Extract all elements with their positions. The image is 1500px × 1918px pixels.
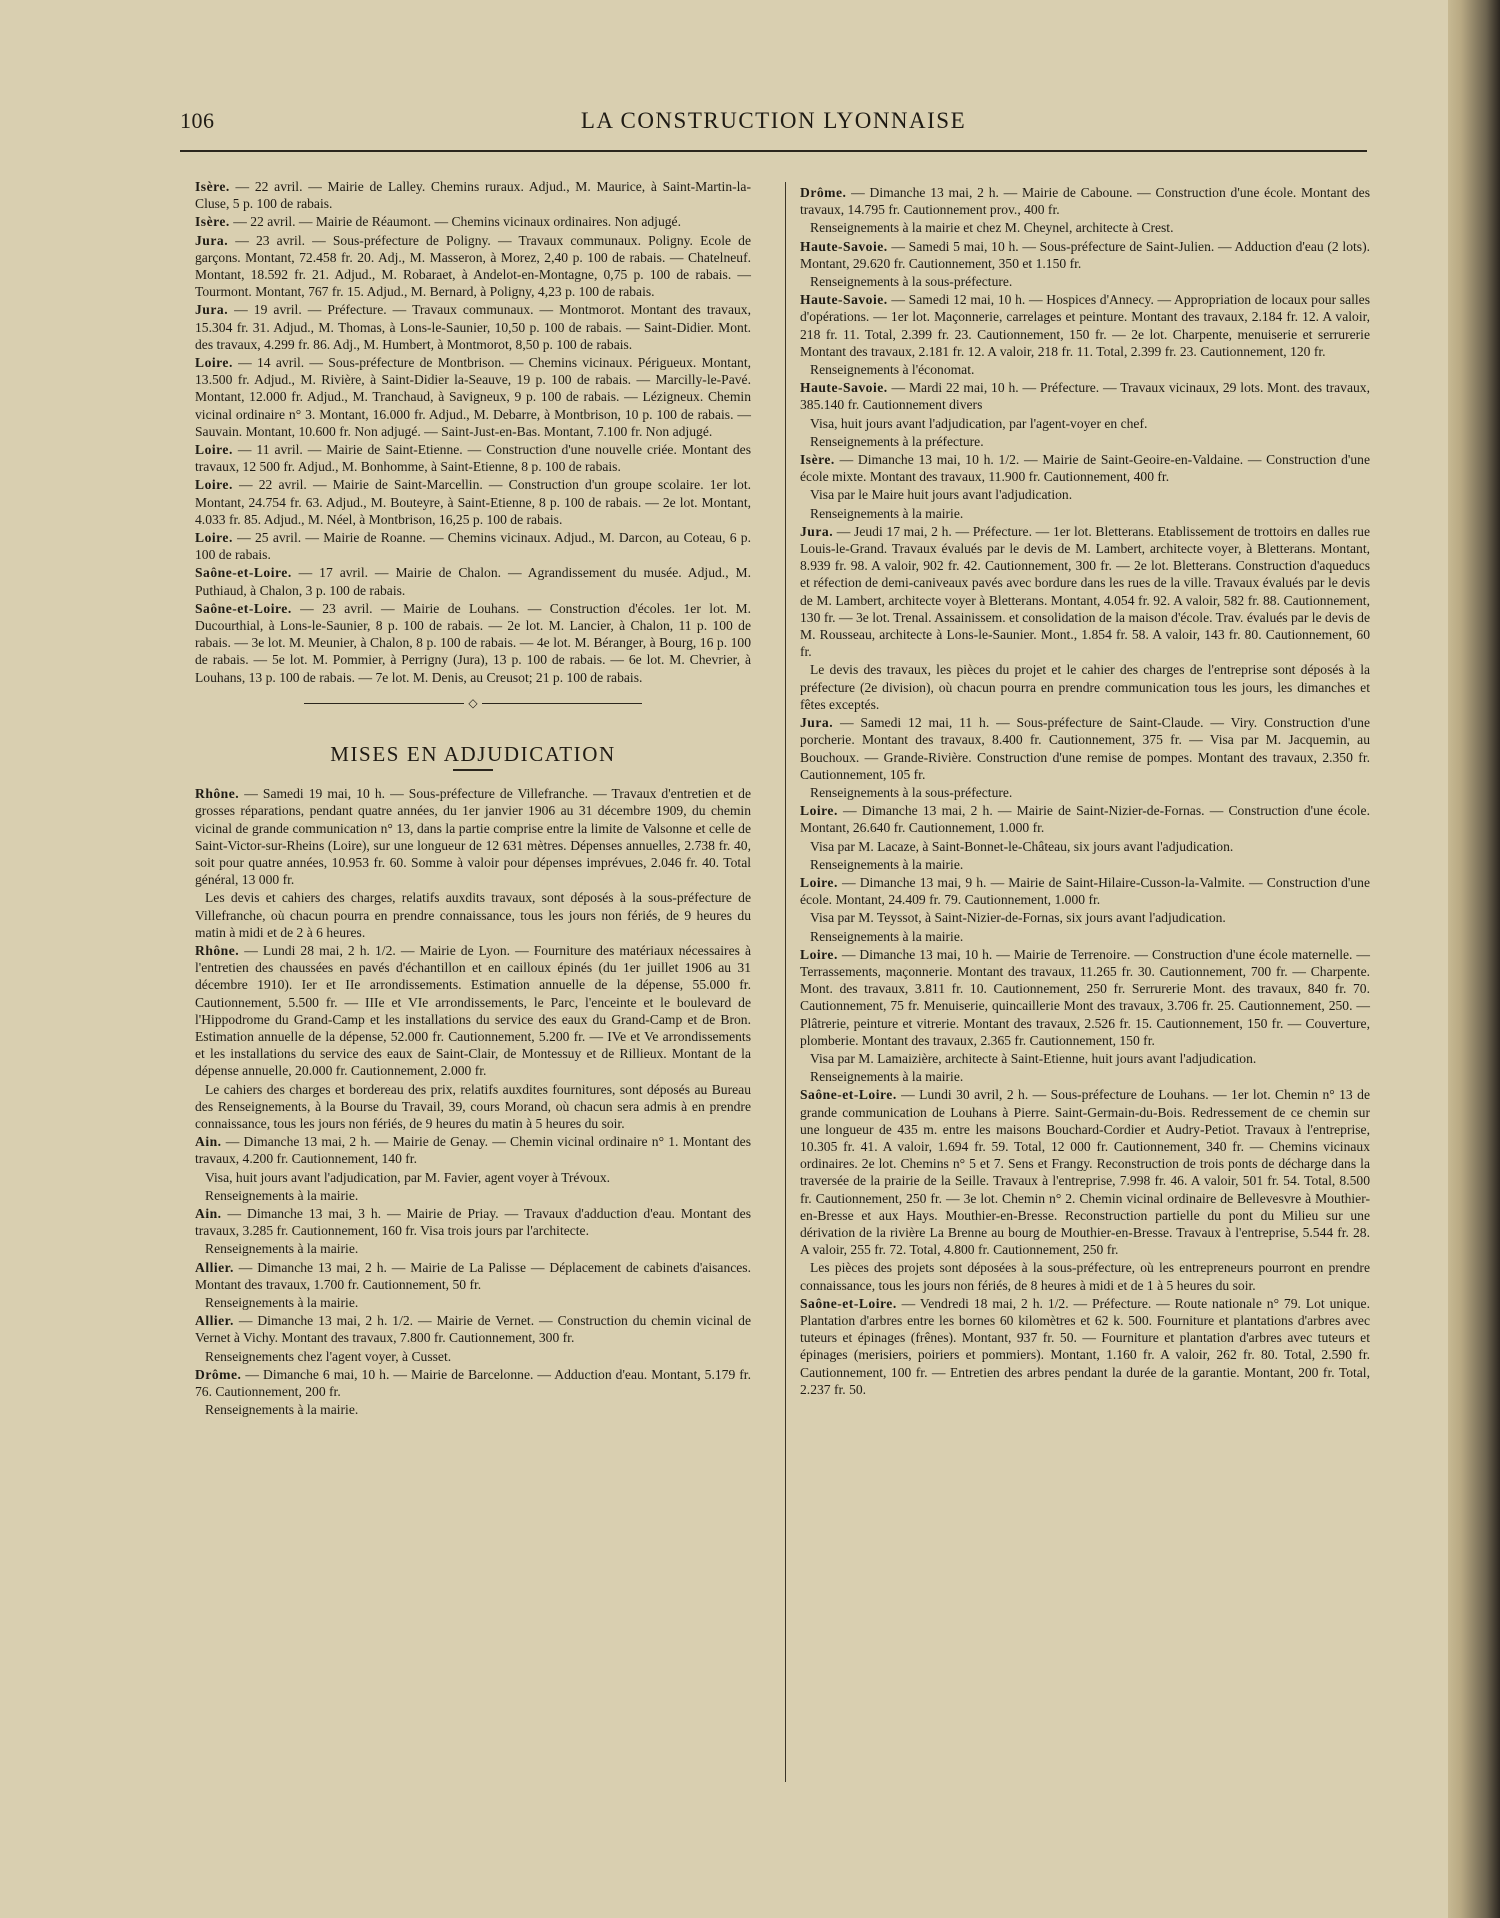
entry-department: Haute-Savoie. [800,292,888,308]
notice-entry [195,213,751,230]
entry-note: Renseignements chez l'agent voyer, à Cusset. [205,1348,452,1364]
entry-note: Visa par M. Lamaizière, architecte à Saint-Etienne, huit jours avant l'adjudication. [810,1050,1257,1066]
entry-note: Renseignements à la mairie. [205,1241,359,1257]
entry-department: Isère. [195,214,230,230]
entry-note: Renseignements à la mairie. [205,1402,359,1418]
entry-note: Renseignements à la mairie. [205,1187,359,1203]
notice-entry [800,523,1370,661]
diamond-ornament-icon: ◇ [468,696,478,711]
left-column [195,178,751,1419]
entry-department: Loire. [800,874,838,890]
notice-entry [800,874,1370,908]
entry-note: Renseignements à la sous-préfecture. [810,274,1013,290]
page-number: 106 [180,108,215,133]
entry-text: — 22 avril. — Mairie de Lalley. Chemins ruraux. Adjud., M. Maurice, à Saint-Martin-la-Cluse, 5 p. 100 de rabais. [195,179,751,212]
notice-entry [800,184,1370,218]
entry-text: — 14 avril. — Sous-préfecture de Montbrison. — Chemins vicinaux. Périgueux. Montant, 13.500 fr. Adjud., M. Rivière, à Saint-Didier la-Seauve, 19 p. 100 de rabais. — Marcilly-le-Pavé. Montant, 12.000 fr. Adjud., M. Tranchaud, à Savigneux, 9 p. 100 de rabais. — Lézigneux. Chemin vicinal ordinaire n° 3. Montant, 16.000 fr. Adjud., M. Debarre, à Montbrison, 10 p. 100 de rabais. — Sauvain. Montant, 10.600 fr. Non adjugé. — Saint-Just-en-Bas. Montant, 7.100 fr. Non adjugé. [195,355,751,439]
entry-text: — Dimanche 13 mai, 2 h. — Mairie de La Palisse — Déplacement de cabinets d'aisances. Montant des travaux, 1.700 fr. Cautionnement, 50 fr. [195,1259,751,1292]
entry-text: — Dimanche 6 mai, 10 h. — Mairie de Barcelonne. — Adduction d'eau. Montant, 5.179 fr. 76. Cautionnement, 200 fr. [195,1366,751,1399]
scan-page-edge [1444,0,1500,1918]
entry-note: Renseignements à la mairie. [205,1294,359,1310]
entry-note: Visa par M. Lacaze, à Saint-Bonnet-le-Château, six jours avant l'adjudication. [810,838,1234,854]
entry-department: Ain. [195,1205,222,1221]
notice-entry [800,714,1370,783]
notice-entry [195,1259,751,1293]
entry-text: — 19 avril. — Préfecture. — Travaux communaux. — Montmorot. Montant des travaux, 15.304 fr. 31. Adjud., M. Thomas, à Lons-le-Saunier, 10,50 p. 100 de rabais. — Saint-Didier. Mont. des travaux, 4.299 fr. 86. Adj., M. Humbert, à Montmorot, 8,50 p. 100 de rabais. [195,302,751,352]
entry-text: — Dimanche 13 mai, 3 h. — Mairie de Priay. — Travaux d'adduction d'eau. Montant des travaux, 3.285 fr. Cautionnement, 160 fr. Visa trois jours par l'architecte. [195,1205,751,1239]
notice-entry [195,529,751,563]
notice-entry [195,1205,751,1239]
entry-text: — Vendredi 18 mai, 2 h. 1/2. — Préfecture. — Route nationale n° 79. Lot unique. Plantation d'arbres entre les bornes 60 kilomètres et 62 k. 500. Fourniture et plantations d'arbres avec tuteurs et épinages (frênes). Montant, 937 fr. 50. — Fourniture et plantation d'arbres avec tuteurs et épinages (merisiers, poiriers et pommiers). Montant, 1.160 fr. A valoir, 262 fr. 80. Total, 2.590 fr. Cautionnement, 100 fr. — Entretien des arbres pendant la durée de la garantie. Montant, 200 fr. Total, 2.237 fr. 50. [800,1295,1370,1397]
entry-note: Renseignements à la mairie. [810,1069,964,1085]
entry-text: — 22 avril. — Mairie de Réaumont. — Chemins vicinaux ordinaires. Non adjugé. [229,214,681,230]
header-rule [180,150,1367,152]
entry-department: Loire. [195,355,233,371]
section-title-rule [453,769,493,771]
entry-department: Jura. [195,232,229,248]
entry-department: Haute-Savoie. [800,238,888,254]
entry-department: Saône-et-Loire. [800,1295,897,1311]
entry-text: — Dimanche 13 mai, 2 h. — Mairie de Genay. — Chemin vicinal ordinaire n° 1. Montant des travaux, 4.200 fr. Cautionnement, 140 fr. [195,1134,751,1167]
entry-text: — 11 avril. — Mairie de Saint-Etienne. — Construction d'une nouvelle criée. Montant des travaux, 12 500 fr. Adjud., M. Bonhomme, à Saint-Etienne, 8 p. 100 de rabais. [195,442,751,475]
entry-department: Isère. [800,452,835,468]
notice-entry [195,354,751,440]
notice-entry [800,238,1370,272]
entry-text: — Jeudi 17 mai, 2 h. — Préfecture. — 1er lot. Bletterans. Etablissement de trottoirs en dalles rue Louis-le-Grand. Travaux évalués par le devis de M. Lambert, architecte voyer, à Bletterans. Montant, 8.939 fr. 98. A valoir, 902 fr. 42. Cautionnement, 300 fr. — 2e lot. Bletterans. Construction d'aqueducs et réfection de demi-caniveaux pavés avec bordure dans les rues de la ville. Travaux évalués par le devis de M. Lambert, architecte voyer à Bletterans. Montant, 4.054 fr. 92. A valoir, 582 fr. 88. Cautionnement, 130 fr. — 3e lot. Trenal. Assainissem. et consolidation de la maison d'école. Trav. évalués par le devis de M. Rousseau, architecte à Lons-le-Saunier. Mont., 1.854 fr. 58. A valoir, 143 fr. 80. Cautionnement, 60 fr. [800,523,1370,660]
entry-note: Renseignements à la sous-préfecture. [810,784,1013,800]
entry-note: Visa par M. Teyssot, à Saint-Nizier-de-Fornas, six jours avant l'adjudication. [810,910,1226,926]
adjudications-list-left [195,785,751,1418]
entry-text: — Dimanche 13 mai, 9 h. — Mairie de Saint-Hilaire-Cusson-la-Valmite. — Construction d'une école. Montant, 24.409 fr. 79. Cautionnement, 1.000 fr. [800,874,1370,908]
entry-department: Allier. [195,1313,234,1329]
entry-department: Rhône. [195,786,240,802]
entry-note: Renseignements à la mairie. [810,928,964,944]
entry-text: — Dimanche 13 mai, 10 h. — Mairie de Terrenoire. — Construction d'une école maternelle. — Terrassements, maçonnerie. Montant des travaux, 11.265 fr. 30. Cautionnement, 700 fr. — Charpente. Mont. des travaux, 3.811 fr. 10. Cautionnement, 250 fr. Serrurerie Mont. des travaux, 840 fr. 70. Cautionnement, 75 fr. Menuiserie, quincaillerie Mont des travaux, 3.706 fr. 25. Cautionnement, 250. — Plâtrerie, peinture et vitrerie. Montant des travaux, 2.526 fr. 15. Cautionnement, 150 fr. — Couverture, plomberie. Montant des travaux, 2.365 fr. Cautionnement, 150 fr. [800,946,1370,1048]
entry-text: — Mardi 22 mai, 10 h. — Préfecture. — Travaux vicinaux, 29 lots. Mont. des travaux, 385.140 fr. Cautionnement divers [800,380,1370,413]
entry-text: — Samedi 12 mai, 10 h. — Hospices d'Annecy. — Appropriation de locaux pour salles d'opérations. — 1er lot. Maçonnerie, carrelages et peinture. Montant des travaux, 2.184 fr. 12. A valoir, 218 fr. 11. Total, 2.399 fr. 23. Cautionnement, 150 fr. — 2e lot. Charpente, menuiserie et serrurerie Montant des travaux, 2.181 fr. 12. A valoir, 218 fr. 11. Total, 2.399 fr. 23. Cautionnement, 120 fr. [800,292,1370,359]
right-column [800,184,1370,1399]
entry-text: — 25 avril. — Mairie de Roanne. — Chemins vicinaux. Adjud., M. Darcon, au Coteau, 6 p. 100 de rabais. [195,530,751,563]
entry-note: Visa, huit jours avant l'adjudication, par l'agent-voyer en chef. [810,415,1148,431]
notice-entry [195,301,751,353]
entry-note: Le cahiers des charges et bordereau des prix, relatifs auxdites fournitures, sont déposés au Bureau des Renseignements, à la Bourse du Travail, 39, cours Morand, où chacun sera admis à en prendre connaissance, tous les jours non fériés, de 9 heures du matin à 5 heures du soir. [195,1081,751,1131]
entry-note: Les pièces des projets sont déposées à la sous-préfecture, où les entrepreneurs pourront en prendre connaissance, tous les jours non fériés, de 8 heures à midi et de 1 à 5 heures du soir. [800,1260,1370,1293]
entry-text: — Dimanche 13 mai, 10 h. 1/2. — Mairie de Saint-Geoire-en-Valdaine. — Construction d'une école mixte. Montant des travaux, 11.900 fr. Cautionnement, 400 fr. [800,452,1370,485]
notice-entry [195,441,751,475]
entry-text: — Dimanche 13 mai, 2 h. — Mairie de Caboune. — Construction d'une école. Montant des travaux, 14.795 fr. Cautionnement prov., 400 fr. [800,185,1370,218]
notice-entry [800,451,1370,485]
entry-department: Allier. [195,1259,234,1275]
notice-entry [195,785,751,888]
entry-department: Saône-et-Loire. [195,565,292,581]
notice-entry [195,564,751,598]
entry-department: Isère. [195,179,230,194]
notice-entry [195,1133,751,1167]
entry-note: Renseignements à l'économat. [810,362,975,378]
entry-note: Visa, huit jours avant l'adjudication, par M. Favier, agent voyer à Trévoux. [205,1169,611,1185]
entry-text: — 23 avril. — Sous-préfecture de Poligny. — Travaux communaux. Poligny. Ecole de garçons. Montant, 72.458 fr. 20. Adj., M. Masseron, à Morez, 2,40 p. 100 de rabais. — Chatelneuf. Montant, 18.592 fr. 21. Adjud., M. Robaraet, à Andelot-en-Montagne, 0,75 p. 100 de rabais. — Tourmont. Montant, 767 fr. 15. Adjud., M. Bernard, à Poligny, 4,23 p. 100 de rabais. [195,232,751,300]
entry-text: — Dimanche 13 mai, 2 h. 1/2. — Mairie de Vernet. — Construction du chemin vicinal de Vernet à Vichy. Montant des travaux, 7.800 fr. Cautionnement, 300 fr. [195,1313,751,1346]
entry-text: — Dimanche 13 mai, 2 h. — Mairie de Saint-Nizier-de-Fornas. — Construction d'une école. Montant, 26.640 fr. Cautionnement, 1.000 fr. [800,803,1370,836]
entry-department: Ain. [195,1134,222,1150]
ornament-line-left [304,703,464,704]
entry-department: Loire. [195,477,233,493]
entry-department: Rhône. [195,942,240,958]
ornament-line-right [482,703,642,704]
entry-text: — Samedi 12 mai, 11 h. — Sous-préfecture de Saint-Claude. — Viry. Construction d'une porcherie. Montant des travaux, 8.400 fr. Cautionnement, 375 fr. — Visa par M. Jacquemin, au Bouchoux. — Grande-Rivière. Construction d'une remise de pompes. Montant des travaux, 2.350 fr. Cautionnement, 105 fr. [800,715,1370,782]
entry-text: — Lundi 30 avril, 2 h. — Sous-préfecture de Louhans. — 1er lot. Chemin n° 13 de grande communication de Louhans à Pierre. Saint-Germain-du-Bois. Redressement de ce chemin sur une longueur de 435 m. entre les maisons Bouchard-Cordier et Audry-Petiot. Travaux à l'entreprise, 10.305 fr. 41. A valoir, 1.694 fr. 59. Total, 12 000 fr. Cautionnement, 340 fr. — Chemins vicinaux ordinaires. 2e lot. Chemins n° 5 et 7. Sens et Frangy. Reconstruction de trois ponts de décharge dans la traversée de la prairie de la Seille. Travaux à l'entreprise, 7.998 fr. 46. A valoir, 501 fr. 54. Total, 8.500 fr. Cautionnement, 250 fr. — 3e lot. Chemin n° 2. Chemin vicinal ordinaire de Bellevesvre à Mouthier-en-Bresse et aux Hays. Mouthier-en-Bresse. Reconstruction partielle du pont du Milieu sur une dérivation de la rivière La Brenne au bourg de Mouthier-en-Bresse. Travaux à l'entreprise, 5.544 fr. 28. A valoir, 255 fr. 72. Total, 4.800 fr. Cautionnement, 250 fr. [800,1087,1370,1258]
notice-entry [195,178,751,212]
notice-entry [195,942,751,1080]
entry-note: Renseignements à la préfecture. [810,433,984,449]
notice-entry [195,476,751,528]
entry-note: Visa par le Maire huit jours avant l'adjudication. [810,487,1073,503]
entry-department: Drôme. [195,1366,242,1382]
notice-entry [195,232,751,301]
entry-department: Loire. [800,946,838,962]
entry-note: Renseignements à la mairie. [810,856,964,872]
results-list [195,178,751,686]
entry-department: Haute-Savoie. [800,380,888,396]
entry-note: Renseignements à la mairie. [810,505,964,521]
entry-note: Le devis des travaux, les pièces du projet et le cahier des charges de l'entreprise sont déposés à la préfecture (2e division), où chacun pourra en prendre communication tous les jours, les dimanches et fêtes exceptés. [800,662,1370,712]
entry-department: Loire. [800,803,838,819]
entry-note: Renseignements à la mairie et chez M. Cheynel, architecte à Crest. [810,220,1174,236]
entry-department: Saône-et-Loire. [800,1087,897,1103]
column-divider [785,182,786,1782]
notice-entry [195,1312,751,1346]
entry-note: Les devis et cahiers des charges, relatifs auxdits travaux, sont déposés à la sous-préfecture de Villefranche, où chacun pourra en prendre connaissance, tous les jours non fériés, de 9 heures du matin à midi et de 2 à 6 heures. [195,890,751,940]
entry-text: — 17 avril. — Mairie de Chalon. — Agrandissement du musée. Adjud., M. Puthiaud, à Chalon, 3 p. 100 de rabais. [195,565,751,598]
entry-text: — Lundi 28 mai, 2 h. 1/2. — Mairie de Lyon. — Fourniture des matériaux nécessaires à l'entretien des chaussées en pavés d'échantillon et en cailloux épinés (du 1er juillet 1906 au 31 décembre 1910). Ier et IIe arrondissements. Estimation annuelle de la dépense, 55.000 fr. Cautionnement, 5.500 fr. — IIIe et VIe arrondissements, le Parc, l'enceinte et le boulevard de l'Hippodrome du Grand-Camp et les installations du service des eaux du Grand-Camp et de Bron. Estimation annuelle de la dépense, 52.000 fr. Cautionnement, 5.200 fr. — IVe et Ve arrondissements et les installations du service des eaux de Saint-Clair, de Montessuy et de Rillieux. Montant de la dépense annuelle, 20.000 fr. Cautionnement, 2.000 fr. [195,942,751,1079]
notice-entry [800,379,1370,413]
journal-title: LA CONSTRUCTION LYONNAISE [580,108,967,133]
entry-department: Loire. [195,530,233,546]
notice-entry [800,1086,1370,1258]
entry-department: Saône-et-Loire. [195,600,292,616]
entry-text: — Samedi 19 mai, 10 h. — Sous-préfecture de Villefranche. — Travaux d'entretien et de grosses réparations, pendant quatre années, du 1er janvier 1906 au 31 décembre 1909, du chemin vicinal de grande communication n° 13, dans la partie comprise entre la limite de Valsonne et celle de Saint-Victor-sur-Rheins (Loire), sur une longueur de 12 631 mètres. Dépenses annuelles, 2.738 fr. 40, soit pour quatre années, 10.953 fr. 60. Somme à valoir pour dépenses imprévues, 2.046 fr. 40. Total général, 13 000 fr. [195,786,751,888]
entry-text: — 22 avril. — Mairie de Saint-Marcellin. — Construction d'un groupe scolaire. 1er lot. Montant, 24.754 fr. 63. Adjud., M. Bouteyre, à Saint-Etienne, 8 p. 100 de rabais. — 2e lot. Montant, 4.033 fr. 85. Adjud., M. Néel, à Montbrison, 16,25 p. 100 de rabais. [195,477,751,527]
notice-entry [195,1366,751,1400]
notice-entry [800,946,1370,1049]
notice-entry [800,291,1370,360]
entry-department: Drôme. [800,185,847,200]
entry-text: — Samedi 5 mai, 10 h. — Sous-préfecture de Saint-Julien. — Adduction d'eau (2 lots). Montant, 29.620 fr. Cautionnement, 350 et 1.150 fr. [800,238,1370,271]
entry-department: Jura. [800,523,834,539]
notice-entry [195,600,751,686]
page-header [180,104,1367,140]
entry-department: Jura. [195,302,229,318]
entry-department: Loire. [195,442,233,458]
entry-department: Jura. [800,715,834,731]
notice-entry [800,802,1370,836]
entry-text: — 23 avril. — Mairie de Louhans. — Construction d'écoles. 1er lot. M. Ducourthial, à Lons-le-Saunier, 8 p. 100 de rabais. — 2e lot. M. Lancier, à Chalon, 11 p. 100 de rabais. — 3e lot. M. Meunier, à Chalon, 8 p. 100 de rabais. — 4e lot. M. Béranger, à Bourg, 16 p. 100 de rabais. — 5e lot. M. Pommier, à Perrigny (Jura), 13 p. 100 de rabais. — 6e lot. M. Chevrier, à Louhans, 13 p. 100 de rabais. — 7e lot. M. Denis, au Creusot; 21 p. 100 de rabais. [195,600,751,685]
adjudications-list-right [800,184,1370,1398]
notice-entry [800,1295,1370,1398]
section-title: MISES EN ADJUDICATION [330,741,616,766]
section-ornament [195,690,751,718]
